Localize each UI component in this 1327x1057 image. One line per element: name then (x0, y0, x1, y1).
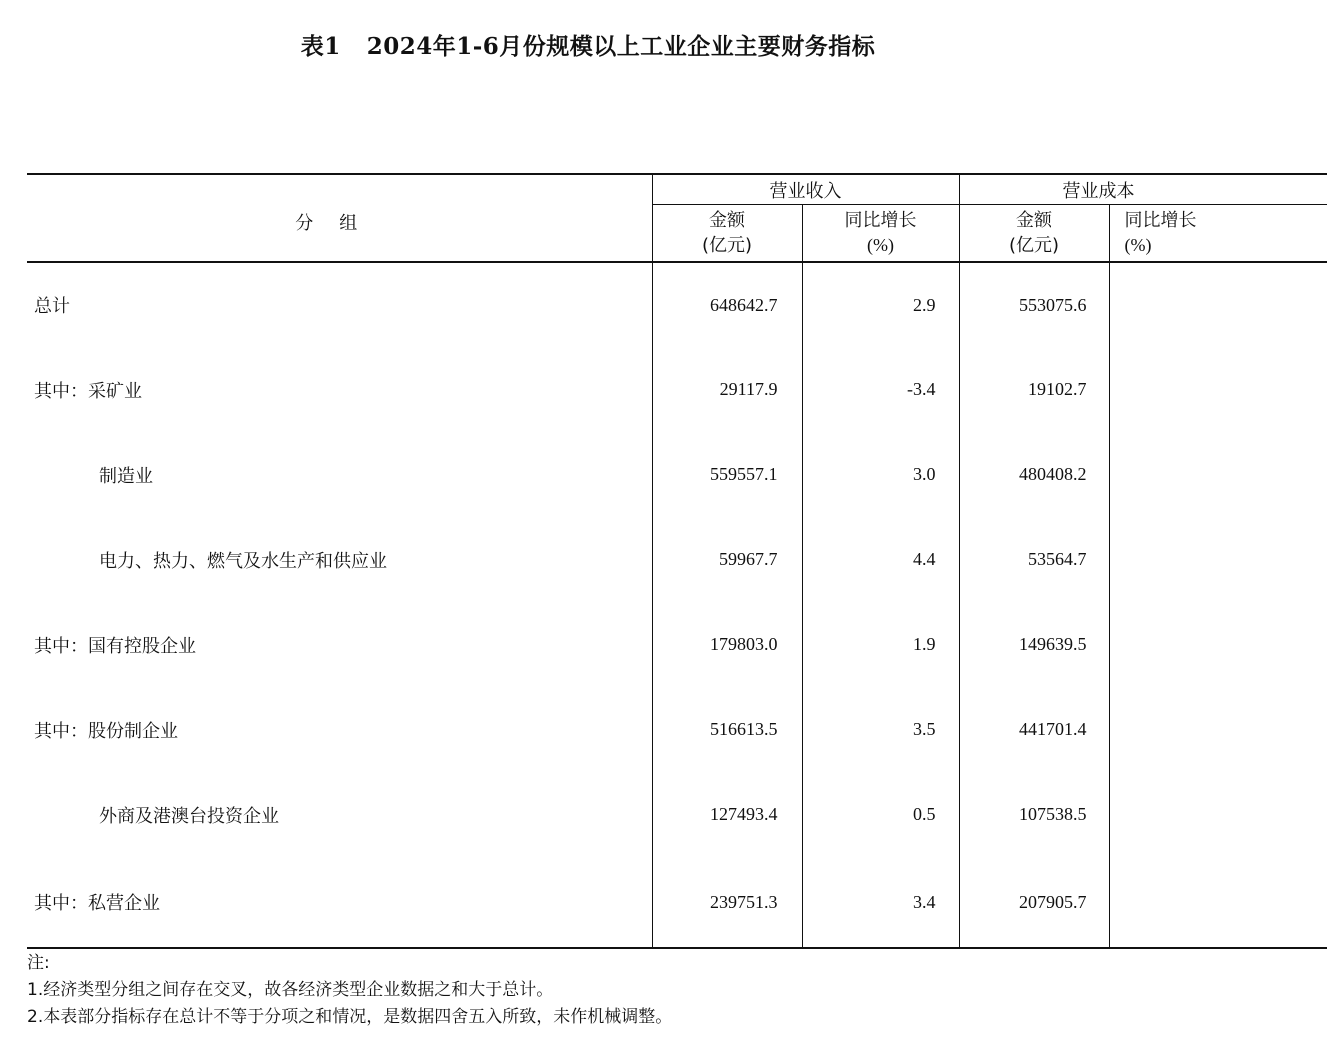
revenue-amount: 239751.3 (652, 857, 802, 948)
cost-amount: 553075.6 (959, 262, 1109, 347)
cost-amount: 149639.5 (959, 602, 1109, 687)
table-notes (27, 950, 672, 1031)
col-header-line1: 金额 (1016, 210, 1052, 231)
row-label: 其中：私营企业 (27, 857, 652, 948)
cost-growth (1109, 602, 1327, 687)
revenue-growth: 0.5 (802, 772, 959, 857)
cost-growth (1109, 517, 1327, 602)
table-row (27, 262, 1327, 347)
notes-heading: 注: (27, 953, 50, 973)
revenue-growth: 3.4 (802, 857, 959, 948)
revenue-amount: 648642.7 (652, 262, 802, 347)
revenue-amount: 516613.5 (652, 687, 802, 772)
cost-growth (1109, 772, 1327, 857)
revenue-growth: 4.4 (802, 517, 959, 602)
col-header-line1: 同比增长 (1124, 210, 1197, 231)
col-header-line1: 金额 (709, 210, 745, 231)
revenue-growth: 3.5 (802, 687, 959, 772)
cost-amount: 441701.4 (959, 687, 1109, 772)
cost-growth (1109, 262, 1327, 347)
table-row (27, 432, 1327, 517)
row-label: 其中：国有控股企业 (34, 635, 196, 657)
table-title-text: 2024年1-6月份规模以上工业企业主要财务指标 (366, 33, 876, 60)
financial-indicators-table (27, 173, 1197, 948)
table-row (27, 772, 1327, 857)
revenue-growth: 3.0 (802, 432, 959, 517)
table-row (27, 687, 1327, 772)
note-item: 2.本表部分指标存在总计不等于分项之和情况，是数据四舍五入所致，未作机械调整。 (27, 1007, 673, 1027)
revenue-amount: 179803.0 (652, 602, 802, 687)
cost-growth (1109, 857, 1327, 948)
row-label: 其中：股份制企业 (34, 720, 178, 742)
table-row (27, 517, 1327, 602)
col-header-line2: (%) (867, 235, 894, 255)
section-header-revenue: 营业收入 (652, 174, 959, 205)
revenue-growth: -3.4 (802, 347, 959, 432)
revenue-amount: 29117.9 (652, 347, 802, 432)
cost-growth (1109, 687, 1327, 772)
revenue-growth: 1.9 (802, 602, 959, 687)
cost-amount: 480408.2 (959, 432, 1109, 517)
cost-amount: 207905.7 (959, 857, 1109, 948)
col-header-line2: (%) (1124, 235, 1152, 255)
revenue-amount: 559557.1 (652, 432, 802, 517)
col-header-line1: 同比增长 (844, 210, 917, 231)
col-header-cost-amount (959, 205, 1109, 263)
group-header: 分组 (27, 174, 652, 262)
col-header-line2: (亿元) (1008, 235, 1060, 256)
cost-growth (1109, 347, 1327, 432)
col-header-revenue-amount (652, 205, 802, 263)
table-number: 表1 (300, 33, 341, 60)
cost-amount: 53564.7 (959, 517, 1109, 602)
table-row (27, 602, 1327, 687)
row-label: 制造业 (99, 465, 153, 487)
col-header-revenue-growth (802, 205, 959, 263)
table-title (0, 28, 1176, 61)
note-item: 1.经济类型分组之间存在交叉，故各经济类型企业数据之和大于总计。 (27, 980, 554, 1000)
row-label: 电力、热力、燃气及水生产和供应业 (99, 550, 387, 572)
row-label: 其中：采矿业 (34, 380, 142, 402)
col-header-line2: (亿元) (701, 235, 753, 256)
row-label: 总计 (34, 296, 70, 317)
cost-amount: 19102.7 (959, 347, 1109, 432)
section-header-cost: 营业成本 (959, 174, 1327, 205)
table-row (27, 857, 1327, 948)
revenue-growth: 2.9 (802, 262, 959, 347)
row-label: 外商及港澳台投资企业 (99, 805, 279, 827)
revenue-amount: 59967.7 (652, 517, 802, 602)
cost-growth (1109, 432, 1327, 517)
cost-amount: 107538.5 (959, 772, 1109, 857)
col-header-cost-growth (1109, 205, 1327, 263)
table-row (27, 347, 1327, 432)
revenue-amount: 127493.4 (652, 772, 802, 857)
